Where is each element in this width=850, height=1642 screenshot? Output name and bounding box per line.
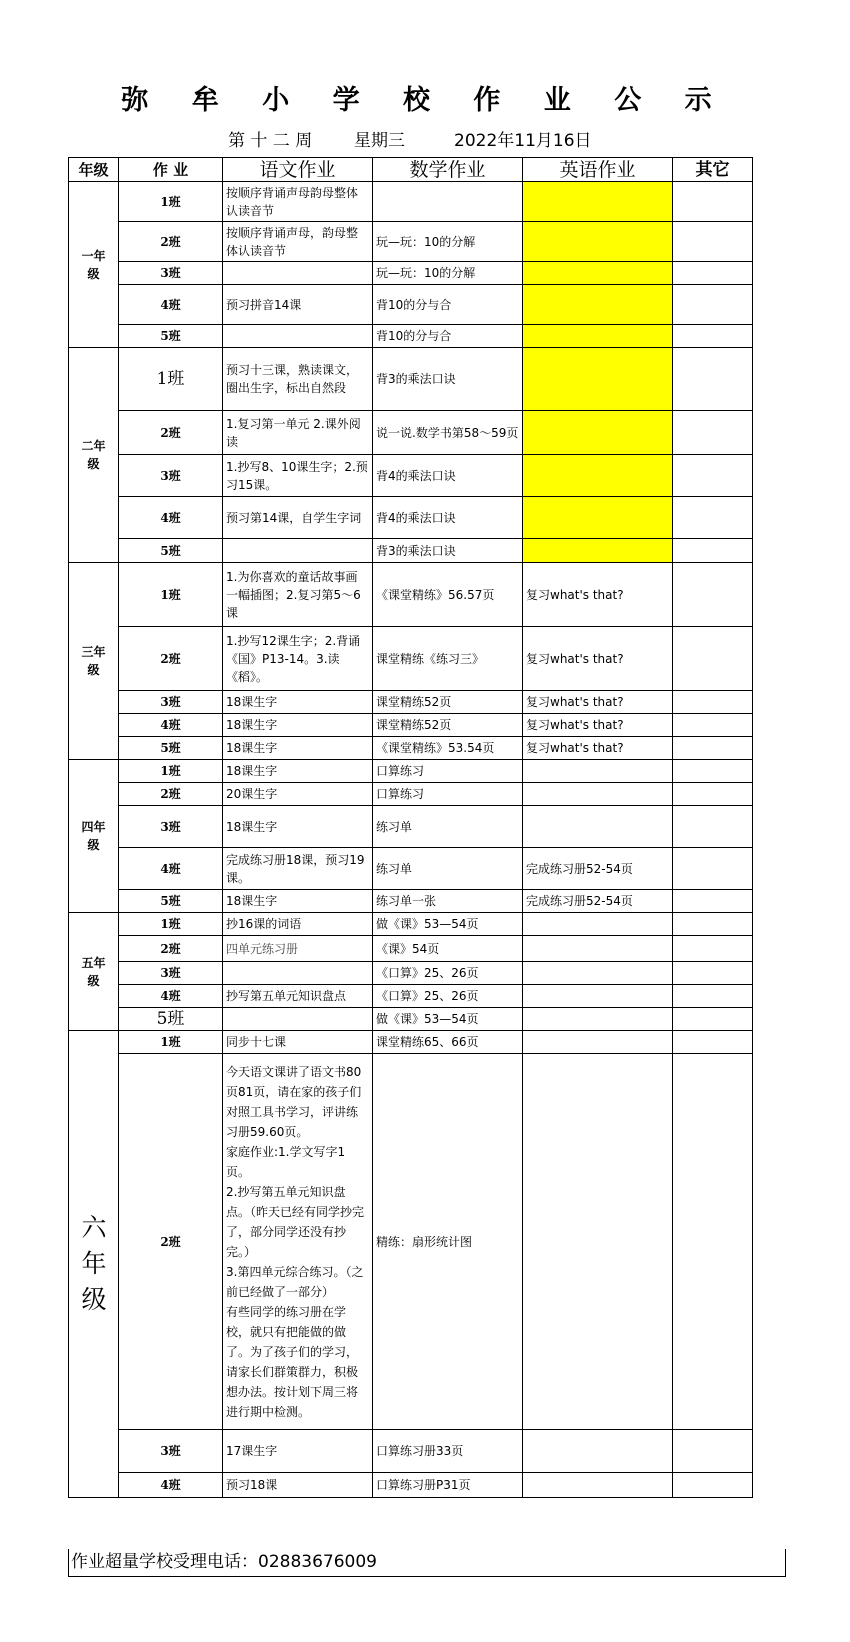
class-cell: 1班 bbox=[119, 1031, 223, 1054]
chinese-cell: 18课生字 bbox=[223, 714, 373, 737]
english-cell: 复习what's that? bbox=[523, 737, 673, 760]
english-cell: 完成练习册52-54页 bbox=[523, 890, 673, 913]
class-cell: 2班 bbox=[119, 411, 223, 455]
table-row bbox=[69, 348, 753, 411]
other-cell bbox=[673, 348, 753, 411]
english-cell bbox=[523, 783, 673, 806]
math-cell: 背4的乘法口诀 bbox=[373, 497, 523, 539]
table-row bbox=[69, 783, 753, 806]
table-row bbox=[69, 262, 753, 285]
math-cell: 背3的乘法口诀 bbox=[373, 348, 523, 411]
other-cell bbox=[673, 806, 753, 848]
english-cell bbox=[523, 1031, 673, 1054]
chinese-cell: 按顺序背诵声母韵母整体认读音节 bbox=[223, 182, 373, 222]
table-row bbox=[69, 691, 753, 714]
math-cell: 课堂精练52页 bbox=[373, 691, 523, 714]
header-row bbox=[69, 158, 753, 182]
other-cell bbox=[673, 539, 753, 563]
english-cell bbox=[523, 1473, 673, 1498]
table-row bbox=[69, 1008, 753, 1031]
header-class: 作 业 bbox=[119, 158, 223, 182]
english-cell bbox=[523, 806, 673, 848]
footer-hotline: 作业超量学校受理电话：02883676009 bbox=[68, 1549, 786, 1577]
class-cell: 3班 bbox=[119, 691, 223, 714]
math-cell: 背4的乘法口诀 bbox=[373, 455, 523, 497]
table-row bbox=[69, 1430, 753, 1473]
other-cell bbox=[673, 411, 753, 455]
table-row bbox=[69, 285, 753, 325]
table-row bbox=[69, 714, 753, 737]
other-cell bbox=[673, 563, 753, 627]
chinese-cell bbox=[223, 325, 373, 348]
grade-label: 五年级 bbox=[69, 913, 119, 1031]
subtitle bbox=[0, 124, 850, 150]
math-cell: 课堂精练52页 bbox=[373, 714, 523, 737]
header-math: 数学作业 bbox=[373, 158, 523, 182]
english-cell: 复习what's that? bbox=[523, 627, 673, 691]
class-cell: 4班 bbox=[119, 1473, 223, 1498]
table-row bbox=[69, 936, 753, 962]
chinese-cell: 20课生字 bbox=[223, 783, 373, 806]
chinese-cell bbox=[223, 962, 373, 985]
english-cell bbox=[523, 497, 673, 539]
chinese-cell bbox=[223, 1008, 373, 1031]
date-label: 2022年11月16日 bbox=[454, 131, 592, 151]
class-cell: 3班 bbox=[119, 455, 223, 497]
other-cell bbox=[673, 783, 753, 806]
other-cell bbox=[673, 1430, 753, 1473]
class-cell: 4班 bbox=[119, 848, 223, 890]
math-cell: 《口算》25、26页 bbox=[373, 962, 523, 985]
class-cell: 5班 bbox=[119, 1008, 223, 1031]
chinese-cell: 17课生字 bbox=[223, 1430, 373, 1473]
math-cell bbox=[373, 182, 523, 222]
math-cell: 练习单 bbox=[373, 848, 523, 890]
math-cell: 玩—玩：10的分解 bbox=[373, 222, 523, 262]
chinese-cell: 18课生字 bbox=[223, 691, 373, 714]
header-other: 其它 bbox=[673, 158, 753, 182]
other-cell bbox=[673, 714, 753, 737]
class-cell: 2班 bbox=[119, 1054, 223, 1430]
english-cell bbox=[523, 1430, 673, 1473]
header-chinese: 语文作业 bbox=[223, 158, 373, 182]
english-cell bbox=[523, 285, 673, 325]
class-cell: 4班 bbox=[119, 985, 223, 1008]
weekday-label: 星期三 bbox=[354, 131, 405, 151]
table-row bbox=[69, 737, 753, 760]
table-row bbox=[69, 806, 753, 848]
other-cell bbox=[673, 222, 753, 262]
table-row bbox=[69, 539, 753, 563]
other-cell bbox=[673, 1054, 753, 1430]
english-cell bbox=[523, 455, 673, 497]
chinese-cell: 预习第14课，自学生字词 bbox=[223, 497, 373, 539]
math-cell: 精练：扇形统计图 bbox=[373, 1054, 523, 1430]
english-cell: 复习what's that? bbox=[523, 714, 673, 737]
class-cell: 4班 bbox=[119, 497, 223, 539]
class-cell: 1班 bbox=[119, 760, 223, 783]
chinese-cell bbox=[223, 262, 373, 285]
math-cell: 做《课》53—54页 bbox=[373, 913, 523, 936]
table-row bbox=[69, 760, 753, 783]
math-cell: 《课》54页 bbox=[373, 936, 523, 962]
english-cell bbox=[523, 411, 673, 455]
class-cell: 2班 bbox=[119, 627, 223, 691]
chinese-cell: 按顺序背诵声母，韵母整体认读音节 bbox=[223, 222, 373, 262]
table-row bbox=[69, 455, 753, 497]
english-cell bbox=[523, 539, 673, 563]
english-cell bbox=[523, 913, 673, 936]
grade-label: 二年级 bbox=[69, 348, 119, 563]
chinese-cell: 同步十七课 bbox=[223, 1031, 373, 1054]
other-cell bbox=[673, 182, 753, 222]
english-cell bbox=[523, 182, 673, 222]
table-row bbox=[69, 182, 753, 222]
other-cell bbox=[673, 691, 753, 714]
math-cell: 背10的分与合 bbox=[373, 325, 523, 348]
chinese-cell: 四单元练习册 bbox=[223, 936, 373, 962]
class-cell: 4班 bbox=[119, 285, 223, 325]
table-row bbox=[69, 1031, 753, 1054]
class-cell: 1班 bbox=[119, 182, 223, 222]
math-cell: 《课堂精练》56.57页 bbox=[373, 563, 523, 627]
english-cell: 完成练习册52-54页 bbox=[523, 848, 673, 890]
chinese-cell: 预习十三课，熟读课文，圈出生字，标出自然段 bbox=[223, 348, 373, 411]
chinese-cell: 1.抄写8、10课生字；2.预习15课。 bbox=[223, 455, 373, 497]
other-cell bbox=[673, 262, 753, 285]
chinese-cell: 抄写第五单元知识盘点 bbox=[223, 985, 373, 1008]
class-cell: 5班 bbox=[119, 737, 223, 760]
header-grade: 年级 bbox=[69, 158, 119, 182]
other-cell bbox=[673, 627, 753, 691]
grade-label: 四年级 bbox=[69, 760, 119, 913]
math-cell: 课堂精练65、66页 bbox=[373, 1031, 523, 1054]
class-cell: 2班 bbox=[119, 936, 223, 962]
other-cell bbox=[673, 325, 753, 348]
math-cell: 背10的分与合 bbox=[373, 285, 523, 325]
class-cell: 4班 bbox=[119, 714, 223, 737]
class-cell: 1班 bbox=[119, 348, 223, 411]
chinese-cell: 18课生字 bbox=[223, 760, 373, 783]
chinese-cell: 预习18课 bbox=[223, 1473, 373, 1498]
table-row bbox=[69, 962, 753, 985]
page-title: 弥 牟 小 学 校 作 业 公 示 bbox=[121, 85, 729, 116]
math-cell: 口算练习册P31页 bbox=[373, 1473, 523, 1498]
english-cell: 复习what's that? bbox=[523, 563, 673, 627]
class-cell: 5班 bbox=[119, 325, 223, 348]
class-cell: 3班 bbox=[119, 262, 223, 285]
chinese-cell: 1.为你喜欢的童话故事画一幅插图；2.复习第5～6课 bbox=[223, 563, 373, 627]
english-cell bbox=[523, 936, 673, 962]
grade-label: 六年级 bbox=[69, 1031, 119, 1498]
week-label: 第 十 二 周 bbox=[228, 131, 313, 151]
table-row bbox=[69, 890, 753, 913]
class-cell: 3班 bbox=[119, 1430, 223, 1473]
grade-label: 三年级 bbox=[69, 563, 119, 760]
other-cell bbox=[673, 962, 753, 985]
table-row bbox=[69, 563, 753, 627]
other-cell bbox=[673, 737, 753, 760]
other-cell bbox=[673, 913, 753, 936]
class-cell: 2班 bbox=[119, 783, 223, 806]
math-cell: 说一说.数学书第58～59页 bbox=[373, 411, 523, 455]
class-cell: 1班 bbox=[119, 913, 223, 936]
table-row bbox=[69, 1473, 753, 1498]
table-row bbox=[69, 848, 753, 890]
math-cell: 玩—玩：10的分解 bbox=[373, 262, 523, 285]
english-cell bbox=[523, 1054, 673, 1430]
math-cell: 背3的乘法口诀 bbox=[373, 539, 523, 563]
class-cell: 3班 bbox=[119, 806, 223, 848]
math-cell: 《课堂精练》53.54页 bbox=[373, 737, 523, 760]
math-cell: 练习单一张 bbox=[373, 890, 523, 913]
other-cell bbox=[673, 497, 753, 539]
table-row bbox=[69, 1054, 753, 1430]
other-cell bbox=[673, 890, 753, 913]
chinese-cell: 18课生字 bbox=[223, 890, 373, 913]
class-cell: 5班 bbox=[119, 890, 223, 913]
other-cell bbox=[673, 285, 753, 325]
math-cell: 《口算》25、26页 bbox=[373, 985, 523, 1008]
chinese-cell: 今天语文课讲了语文书80页81页，请在家的孩子们对照工具书学习，评讲练习册59.60页。 家庭作业:1.学文写字1页。 2.抄写第五单元知识盘点。（昨天已经有同学抄完了，部分同学还没有抄完。） 3.第四单元综合练习。（之前已经做了一部分） 有些同学的练习册在学校，就只有把能做的做了。为了孩子们的学习，请家长们群策群力，积极想办法。按计划下周三将进行期中检测。 bbox=[223, 1054, 373, 1430]
table-row bbox=[69, 325, 753, 348]
table-row bbox=[69, 222, 753, 262]
grade-label: 一年级 bbox=[69, 182, 119, 348]
math-cell: 练习单 bbox=[373, 806, 523, 848]
table-row bbox=[69, 411, 753, 455]
homework-table bbox=[68, 157, 753, 1498]
chinese-cell: 1.抄写12课生字；2.背诵《国》P13-14。3.读《稻》。 bbox=[223, 627, 373, 691]
other-cell bbox=[673, 848, 753, 890]
class-cell: 5班 bbox=[119, 539, 223, 563]
english-cell bbox=[523, 348, 673, 411]
chinese-cell: 1.复习第一单元 2.课外阅读 bbox=[223, 411, 373, 455]
chinese-cell: 18课生字 bbox=[223, 806, 373, 848]
math-cell: 课堂精练《练习三》 bbox=[373, 627, 523, 691]
english-cell: 复习what's that? bbox=[523, 691, 673, 714]
class-cell: 3班 bbox=[119, 962, 223, 985]
other-cell bbox=[673, 760, 753, 783]
class-cell: 2班 bbox=[119, 222, 223, 262]
english-cell bbox=[523, 985, 673, 1008]
english-cell bbox=[523, 1008, 673, 1031]
table-row bbox=[69, 985, 753, 1008]
math-cell: 口算练习册33页 bbox=[373, 1430, 523, 1473]
english-cell bbox=[523, 760, 673, 783]
math-cell: 口算练习 bbox=[373, 783, 523, 806]
english-cell bbox=[523, 262, 673, 285]
other-cell bbox=[673, 985, 753, 1008]
class-cell: 1班 bbox=[119, 563, 223, 627]
other-cell bbox=[673, 1473, 753, 1498]
chinese-cell: 18课生字 bbox=[223, 737, 373, 760]
math-cell: 口算练习 bbox=[373, 760, 523, 783]
other-cell bbox=[673, 455, 753, 497]
header-english: 英语作业 bbox=[523, 158, 673, 182]
chinese-cell: 预习拼音14课 bbox=[223, 285, 373, 325]
math-cell: 做《课》53—54页 bbox=[373, 1008, 523, 1031]
other-cell bbox=[673, 1008, 753, 1031]
chinese-cell: 完成练习册18课，预习19课。 bbox=[223, 848, 373, 890]
table-row bbox=[69, 497, 753, 539]
english-cell bbox=[523, 962, 673, 985]
chinese-cell: 抄16课的词语 bbox=[223, 913, 373, 936]
other-cell bbox=[673, 936, 753, 962]
table-row bbox=[69, 627, 753, 691]
table-row bbox=[69, 913, 753, 936]
chinese-cell bbox=[223, 539, 373, 563]
english-cell bbox=[523, 222, 673, 262]
other-cell bbox=[673, 1031, 753, 1054]
english-cell bbox=[523, 325, 673, 348]
